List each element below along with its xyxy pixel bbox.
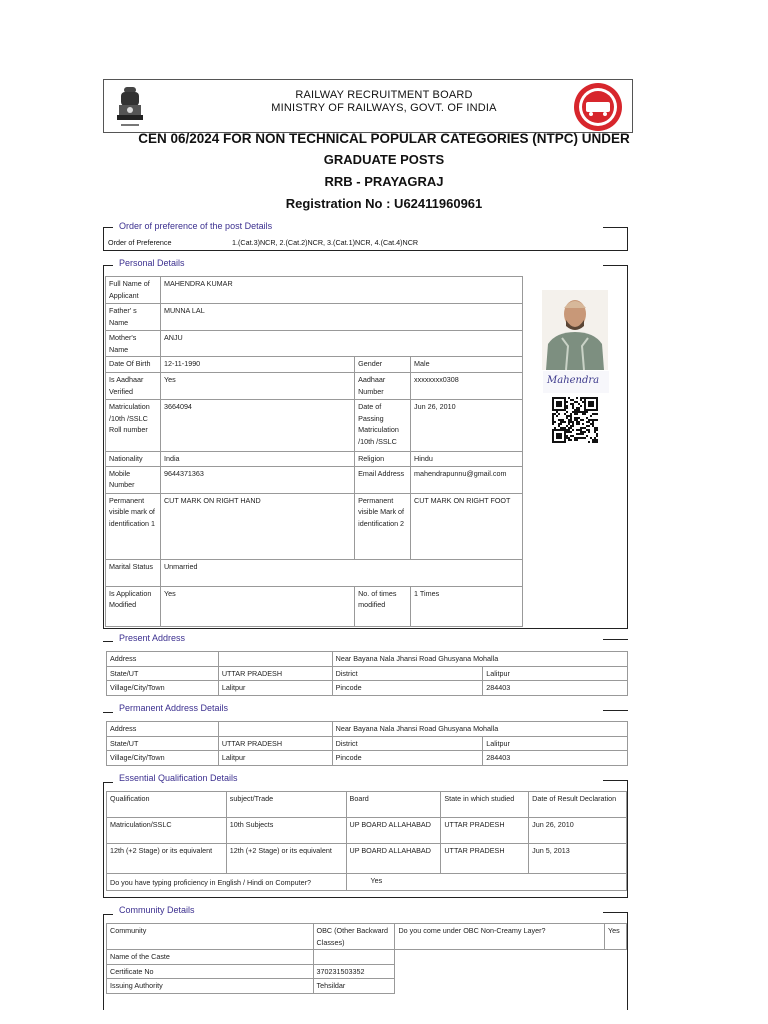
- cell-value: Yes: [160, 373, 354, 400]
- cell-value: Yes: [160, 586, 354, 626]
- table-cell: UP BOARD ALLAHABAD: [346, 818, 441, 844]
- cell-label: State/UT: [107, 666, 219, 681]
- preference-value: 1.(Cat.3)NCR, 2.(Cat.2)NCR, 3.(Cat.1)NCR, 4.(Cat.4)NCR: [232, 238, 419, 247]
- section-title-present-address: Present Address: [119, 633, 186, 643]
- table-cell: Jun 26, 2010: [529, 818, 627, 844]
- section-border: [103, 782, 104, 898]
- cell-value: 3664094: [160, 400, 354, 452]
- community-table: [106, 923, 627, 994]
- cell-label: Village/City/Town: [107, 681, 219, 696]
- cell-label: Marital Status: [106, 559, 161, 586]
- cell-value: UTTAR PRADESH: [218, 736, 332, 751]
- cell-value: MAHENDRA KUMAR: [160, 277, 522, 304]
- table-cell: 10th Subjects: [226, 818, 346, 844]
- cell-value: Male: [411, 357, 523, 373]
- cell-value: OBC (Other Backward Classes): [313, 924, 395, 950]
- cell-label: Issuing Authority: [107, 979, 314, 994]
- org-line-2: MINISTRY OF RAILWAYS, GOVT. OF INDIA: [271, 102, 497, 114]
- cell-label: District: [332, 736, 483, 751]
- cell-value: Lalitpur: [218, 751, 332, 766]
- cell-value: 284403: [483, 751, 628, 766]
- cell-value: Tehsildar: [313, 979, 395, 994]
- cell-label: State/UT: [107, 736, 219, 751]
- indian-railways-logo-icon: [572, 81, 624, 133]
- col-header: Board: [346, 792, 441, 818]
- cell-label: Address: [107, 652, 219, 667]
- cell-value: xxxxxxxx0308: [411, 373, 523, 400]
- cell-label: District: [332, 666, 483, 681]
- cell-value: Yes: [604, 924, 626, 950]
- qualification-table: [106, 791, 627, 891]
- cell-label: Is Aadhaar Verified: [106, 373, 161, 400]
- table-cell: UP BOARD ALLAHABAD: [346, 844, 441, 874]
- cell-label: Matriculation /10th /SSLC Roll number: [106, 400, 161, 452]
- cell-label: Gender: [355, 357, 411, 373]
- cell-value: 1 Times: [411, 586, 523, 626]
- cell-label: Nationality: [106, 452, 161, 467]
- org-line-1: RAILWAY RECRUITMENT BOARD: [295, 89, 473, 101]
- cell-value: 370231503352: [313, 964, 395, 979]
- cell-value: 284403: [483, 681, 628, 696]
- cell-value: Jun 26, 2010: [411, 400, 523, 452]
- cell-label: Name of the Caste: [107, 950, 314, 965]
- section-border: [627, 780, 628, 898]
- cell-label: Certificate No: [107, 964, 314, 979]
- section-bar: [603, 227, 628, 228]
- section-border: [627, 227, 628, 251]
- section-bar: [603, 710, 628, 711]
- cell-value: Lalitpur: [483, 736, 628, 751]
- section-bottom: [103, 897, 628, 898]
- cell-value: ANJU: [160, 331, 522, 357]
- cell-value: CUT MARK ON RIGHT HAND: [160, 493, 354, 559]
- cell-value: Unmarried: [160, 559, 522, 586]
- cell-label: Community: [107, 924, 314, 950]
- section-title-permanent-address: Permanent Address Details: [119, 703, 229, 713]
- cell-label: Father' s Name: [106, 304, 161, 331]
- cell-label: Is Application Modified: [106, 586, 161, 626]
- section-border: [627, 912, 628, 1010]
- section-bar: [603, 912, 628, 913]
- registration-number: Registration No : U62411960961: [285, 196, 483, 211]
- section-border: [103, 914, 104, 1010]
- preference-label: Order of Preference: [108, 238, 172, 247]
- qr-code: [552, 397, 598, 443]
- table-row: [107, 818, 627, 844]
- section-bar: [103, 227, 113, 228]
- cell-label: Permanent visible mark of identification 1: [106, 493, 161, 559]
- signature-box: [543, 371, 609, 393]
- cell-label: No. of times modified: [355, 586, 411, 626]
- section-bar: [603, 639, 628, 640]
- cell-value: Lalitpur: [218, 681, 332, 696]
- cell-label: Mobile Number: [106, 466, 161, 493]
- section-border: [103, 227, 104, 251]
- section-title-preference: Order of preference of the post Details: [119, 221, 273, 231]
- section-title-qualification: Essential Qualification Details: [119, 773, 238, 783]
- applicant-signature: Mahendra: [547, 375, 600, 386]
- section-bar: [103, 914, 113, 915]
- section-title-personal: Personal Details: [119, 258, 185, 268]
- cell-label: Religion: [355, 452, 411, 467]
- cell-value: Lalitpur: [483, 666, 628, 681]
- cen-title-line-1: CEN 06/2024 FOR NON TECHNICAL POPULAR CATEGORIES (NTPC) UNDER: [138, 131, 630, 146]
- table-cell: UTTAR PRADESH: [441, 818, 529, 844]
- col-header: Qualification: [107, 792, 227, 818]
- table-cell: 12th (+2 Stage) or its equivalent: [107, 844, 227, 874]
- cell-value: UTTAR PRADESH: [218, 666, 332, 681]
- cen-title-line-2: GRADUATE POSTS: [323, 152, 445, 167]
- cell-label: Date Of Birth: [106, 357, 161, 373]
- cell-value: mahendrapunnu@gmail.com: [411, 466, 523, 493]
- cell-value: Hindu: [411, 452, 523, 467]
- table-cell: UTTAR PRADESH: [441, 844, 529, 874]
- personal-table: [105, 276, 523, 627]
- section-bar: [603, 265, 628, 266]
- section-border: [103, 265, 104, 629]
- cell-value: CUT MARK ON RIGHT FOOT: [411, 493, 523, 559]
- col-header: Date of Result Declaration: [529, 792, 627, 818]
- typing-label: Do you have typing proficiency in English / Hindi on Computer?: [107, 874, 347, 891]
- cell-label: Address: [107, 722, 219, 737]
- cell-label: Mother's Name: [106, 331, 161, 357]
- cell-label: Full Name of Applicant: [106, 277, 161, 304]
- section-border: [627, 265, 628, 629]
- section-title-community: Community Details: [119, 905, 195, 915]
- cell-label: Pincode: [332, 751, 483, 766]
- section-bar: [103, 265, 113, 266]
- typing-value: Yes: [346, 874, 626, 891]
- cell-value: [313, 950, 395, 965]
- table-cell: Matriculation/SSLC: [107, 818, 227, 844]
- permanent-address-table: [106, 721, 628, 766]
- rrb-name: RRB - PRAYAGRAJ: [324, 174, 444, 189]
- applicant-photo: [542, 290, 608, 370]
- cell-value: India: [160, 452, 354, 467]
- section-bar: [103, 641, 113, 642]
- cell-value: Near Bayana Nala Jhansi Road Ghusyana Mohalla: [332, 722, 627, 737]
- table-cell: Jun 5, 2013: [529, 844, 627, 874]
- cell-label: Aadhaar Number: [355, 373, 411, 400]
- cell-value: 9644371363: [160, 466, 354, 493]
- cell-label: Village/City/Town: [107, 751, 219, 766]
- cell-value: MUNNA LAL: [160, 304, 522, 331]
- section-bottom: [103, 250, 628, 251]
- cell-label: Email Address: [355, 466, 411, 493]
- section-bar: [103, 782, 113, 783]
- col-header: subject/Trade: [226, 792, 346, 818]
- cell-label: Do you come under OBC Non-Creamy Layer?: [395, 924, 605, 950]
- cell-label: Date of Passing Matriculation /10th /SSLC: [355, 400, 411, 452]
- table-row: [107, 844, 627, 874]
- cell-value: Near Bayana Nala Jhansi Road Ghusyana Mohalla: [332, 652, 627, 667]
- col-header: State in which studied: [441, 792, 529, 818]
- cell-label: Permanent visible Mark of identification 2: [355, 493, 411, 559]
- table-cell: 12th (+2 Stage) or its equivalent: [226, 844, 346, 874]
- cell-value: 12-11-1990: [160, 357, 354, 373]
- section-bar: [603, 780, 628, 781]
- section-bar: [103, 712, 113, 713]
- present-address-table: [106, 651, 628, 696]
- cell-label: Pincode: [332, 681, 483, 696]
- section-bottom: [103, 628, 628, 629]
